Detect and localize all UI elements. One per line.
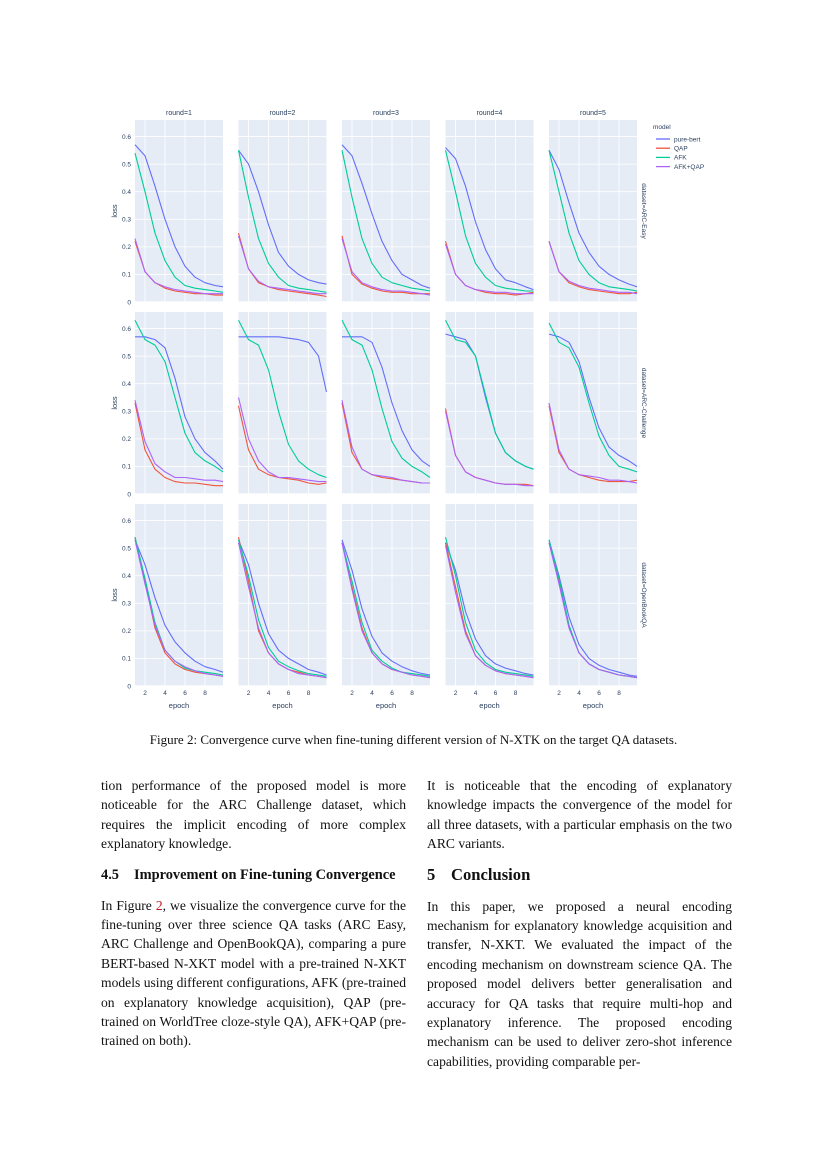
y-tick-label: 0.1 — [121, 463, 131, 471]
row-title: dataset=ARC-Easy — [640, 183, 647, 239]
section-title: Improvement on Fine-tuning Convergence — [134, 866, 396, 883]
y-tick-label: 0.4 — [121, 188, 131, 196]
y-axis-label: loss — [110, 396, 119, 410]
x-tick-label: 2 — [350, 690, 354, 697]
column-title: round=2 — [269, 110, 296, 117]
row-title: dataset=ARC-Challenge — [640, 367, 647, 439]
x-tick-label: 8 — [617, 690, 621, 697]
convergence-figure — [100, 104, 730, 710]
y-tick-label: 0.5 — [121, 161, 131, 169]
legend-entry: AFK+QAP — [674, 163, 705, 171]
paragraph-text: In Figure — [101, 897, 156, 913]
y-tick-label: 0.4 — [121, 572, 131, 580]
column-title: round=4 — [476, 110, 503, 117]
y-tick-label: 0.2 — [121, 244, 131, 252]
y-tick-label: 0.4 — [121, 380, 131, 388]
x-tick-label: 2 — [557, 690, 561, 697]
x-tick-label: 4 — [473, 690, 478, 697]
x-axis-label: epoch — [582, 701, 604, 710]
y-tick-label: 0.6 — [121, 133, 131, 141]
x-tick-label: 8 — [513, 690, 518, 697]
row-title: dataset=OpenBookQA — [640, 562, 647, 628]
y-tick-label: 0.3 — [121, 216, 131, 224]
x-tick-label: 4 — [266, 690, 271, 697]
y-axis-label: loss — [110, 204, 119, 218]
x-tick-label: 6 — [183, 690, 187, 697]
y-tick-label: 0.1 — [121, 655, 131, 663]
paragraph: tion performance of the proposed model is more noticeable for the ARC Challenge dataset, which requires the implicit encoding of more complex explanatory knowledge. — [101, 778, 406, 852]
y-tick-label: 0.1 — [121, 271, 131, 279]
y-tick-label: 0.2 — [121, 436, 131, 444]
y-tick-label: 0 — [127, 491, 131, 499]
legend-title: model — [653, 124, 671, 131]
x-tick-label: 8 — [306, 690, 311, 697]
legend-entry: AFK — [674, 154, 687, 162]
legend-entry: QAP — [674, 145, 688, 153]
column-title: round=1 — [166, 110, 192, 117]
x-tick-label: 4 — [370, 690, 374, 697]
x-tick-label: 4 — [163, 690, 167, 697]
y-tick-label: 0.5 — [121, 353, 131, 361]
x-tick-label: 6 — [597, 690, 601, 697]
x-axis-label: epoch — [168, 701, 190, 710]
legend-entry: pure-bert — [674, 136, 701, 144]
right-column — [427, 776, 732, 1071]
y-tick-label: 0 — [127, 683, 131, 691]
y-tick-label: 0.3 — [121, 408, 131, 416]
paragraph: It is noticeable that the encoding of explanatory knowledge impacts the convergence of the model for all three datasets, with a particular emphasis on the two ARC variants. — [427, 778, 732, 852]
section-number: 4.5 — [101, 866, 119, 883]
y-tick-label: 0.6 — [121, 325, 131, 333]
paragraph-text: , we visualize the convergence curve for the fine-tuning over three science QA tasks (ARC Easy, ARC Challenge and OpenBookQA), comparing a pure BERT-based N-XKT model with a pre-trained N-XKT models using different configurations, AFK (pre-trained on explanatory knowledge acquisition), QAP (pre-trained on WorldTree cloze-style QA), AFK+QAP (pre-trained on both). — [101, 897, 406, 1049]
figure-caption: Figure 2: Convergence curve when fine-tuning different version of N-XTK on the target QA datasets. — [149, 732, 678, 747]
y-tick-label: 0.2 — [121, 628, 131, 636]
section-heading — [101, 866, 406, 885]
paragraph — [101, 896, 406, 1051]
y-tick-label: 0.5 — [121, 545, 131, 553]
left-column — [101, 776, 406, 1051]
y-tick-label: 0 — [127, 299, 131, 307]
column-title: round=5 — [580, 110, 606, 117]
x-tick-label: 2 — [453, 690, 458, 697]
y-tick-label: 0.3 — [121, 600, 131, 608]
figure-reference-link[interactable]: 2 — [155, 897, 163, 913]
section-heading — [427, 865, 732, 885]
x-axis-label: epoch — [479, 701, 500, 710]
x-tick-label: 4 — [577, 690, 581, 697]
x-tick-label: 6 — [390, 690, 394, 697]
x-tick-label: 8 — [410, 690, 414, 697]
x-tick-label: 2 — [246, 690, 251, 697]
section-number: 5 — [427, 864, 436, 884]
column-title: round=3 — [373, 110, 399, 117]
x-tick-label: 6 — [493, 690, 498, 697]
x-axis-label: epoch — [375, 701, 397, 710]
x-tick-label: 8 — [203, 690, 207, 697]
x-axis-label: epoch — [272, 701, 293, 710]
x-tick-label: 2 — [143, 690, 147, 697]
x-tick-label: 6 — [286, 690, 291, 697]
y-tick-label: 0.6 — [121, 517, 131, 525]
section-title: Conclusion — [451, 864, 531, 884]
paragraph: In this paper, we proposed a neural encoding mechanism for explanatory knowledge acquisition and transfer, N-XKT. We evaluated the impact of the encoding mechanism on downstream science QA. The proposed model delivers better generalisation and accuracy for QA tasks that require multi-hop and explanatory inference. The proposed encoding mechanism can be used to deliver zero-shot inference capabilities, providing comparable per- — [427, 898, 732, 1069]
y-axis-label: loss — [110, 588, 119, 602]
